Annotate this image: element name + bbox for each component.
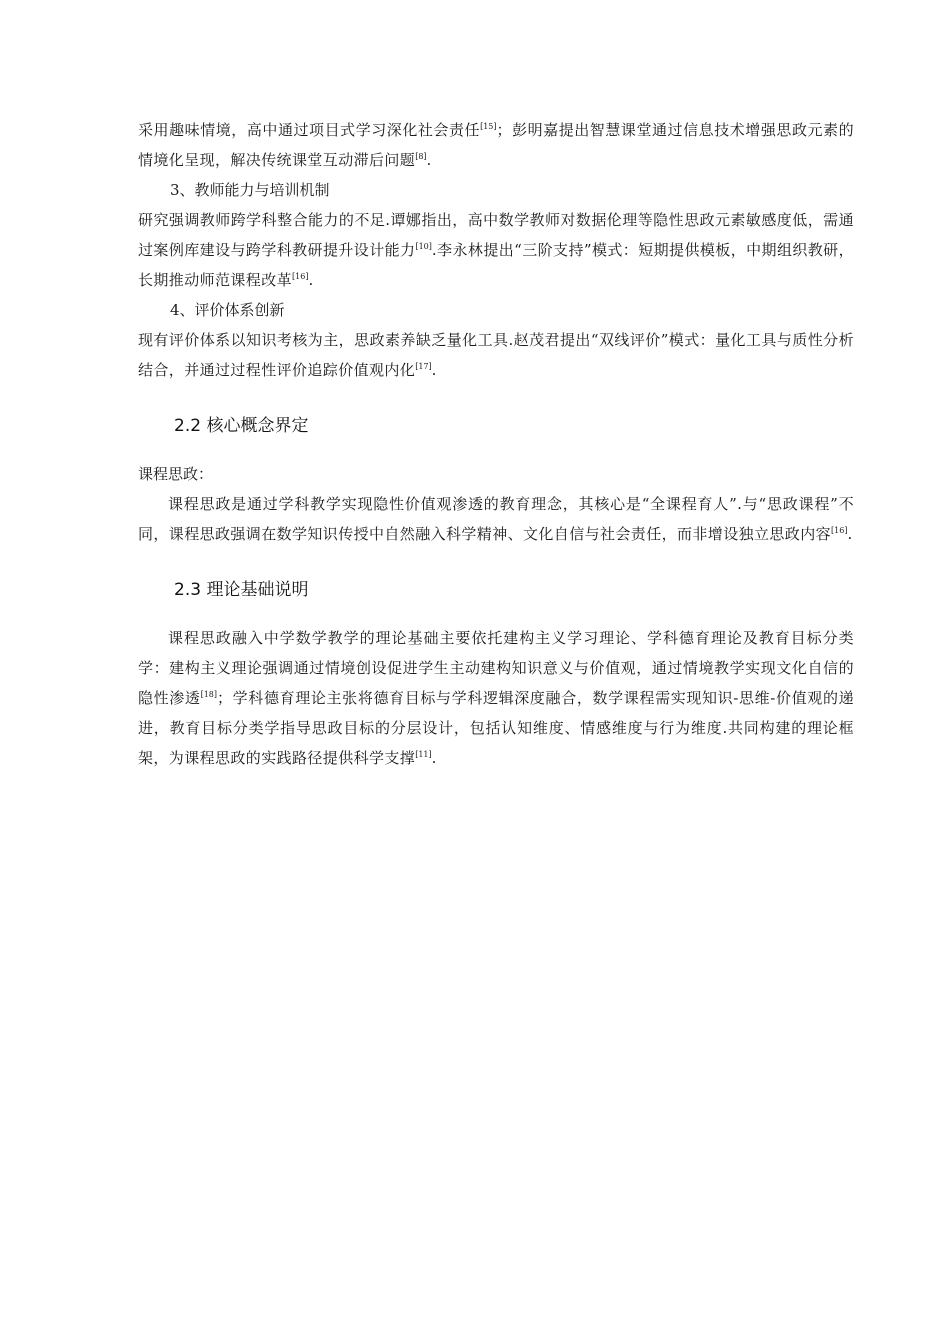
paragraph-core-concept	[138, 489, 854, 549]
paragraph-text: .	[431, 749, 437, 767]
subheading-evaluation: 4、评价体系创新	[170, 301, 285, 319]
paragraph-text: .	[308, 271, 314, 289]
citation-ref: [8]	[415, 152, 427, 161]
paragraph-text: .	[847, 525, 853, 543]
paragraph-evaluation	[138, 325, 854, 385]
citation-ref: [10]	[415, 242, 432, 251]
paragraph-text: .李永林提出“三阶支持”模式：短期提供模板，中期组织教研，长期推动师范课程改革	[138, 241, 854, 289]
section-heading-2-3: 2.3 理论基础说明	[174, 580, 309, 600]
paragraph-teacher-ability	[138, 205, 854, 295]
paragraph-text: 课程思政是通过学科教学实现隐性价值观渗透的教育理念，其核心是“全课程育人”.与“思政课程”不同，课程思政强调在数学知识传授中自然融入科学精神、文化自信与社会责任，而非增设独立思政内容	[138, 495, 854, 543]
paragraph-text: .	[426, 151, 432, 169]
paragraph-continued	[138, 115, 854, 175]
paragraph-text: 研究强调教师跨学科整合能力的不足.谭娜指出，高中数学教师对数据伦理等隐性思政元素敏感度低，需通过案例库建设与跨学科教研提升设计能力	[138, 211, 854, 259]
page-content	[138, 115, 854, 773]
citation-ref: [11]	[415, 750, 432, 759]
paragraph-text: 采用趣味情境，高中通过项目式学习深化社会责任	[138, 121, 481, 139]
citation-ref: [15]	[480, 122, 497, 131]
paragraph-text: ；学科德育理论主张将德育目标与学科逻辑深度融合，数学课程需实现知识-思维-价值观的递进，教育目标分类学指导思政目标的分层设计，包括认知维度、情感维度与行为维度.共同构建的理论框架，为课程思政的实践路径提供科学支撑	[138, 689, 854, 767]
paragraph-theory	[138, 623, 854, 773]
paragraph-text: ；彭明嘉提出智慧课堂通过信息技术增强思政元素的情境化呈现，解决传统课堂互动滞后问题	[138, 121, 854, 169]
citation-ref: [16]	[292, 272, 309, 281]
paragraph-text: .	[431, 361, 437, 379]
section-heading-2-2: 2.2 核心概念界定	[174, 416, 309, 436]
citation-ref: [16]	[831, 526, 848, 535]
citation-ref: [17]	[415, 362, 432, 371]
subheading-teacher-ability: 3、教师能力与培训机制	[170, 181, 330, 199]
term-label: 课程思政：	[138, 465, 214, 483]
paragraph-text: 现有评价体系以知识考核为主，思政素养缺乏量化工具.赵茂君提出“双线评价”模式：量化工具与质性分析结合，并通过过程性评价追踪价值观内化	[138, 331, 854, 379]
paragraph-text: 课程思政融入中学数学教学的理论基础主要依托建构主义学习理论、学科德育理论及教育目标分类学：建构主义理论强调通过情境创设促进学生主动建构知识意义与价值观，通过情境教学实现文化自信的隐性渗透	[138, 629, 854, 707]
citation-ref: [18]	[200, 690, 218, 699]
